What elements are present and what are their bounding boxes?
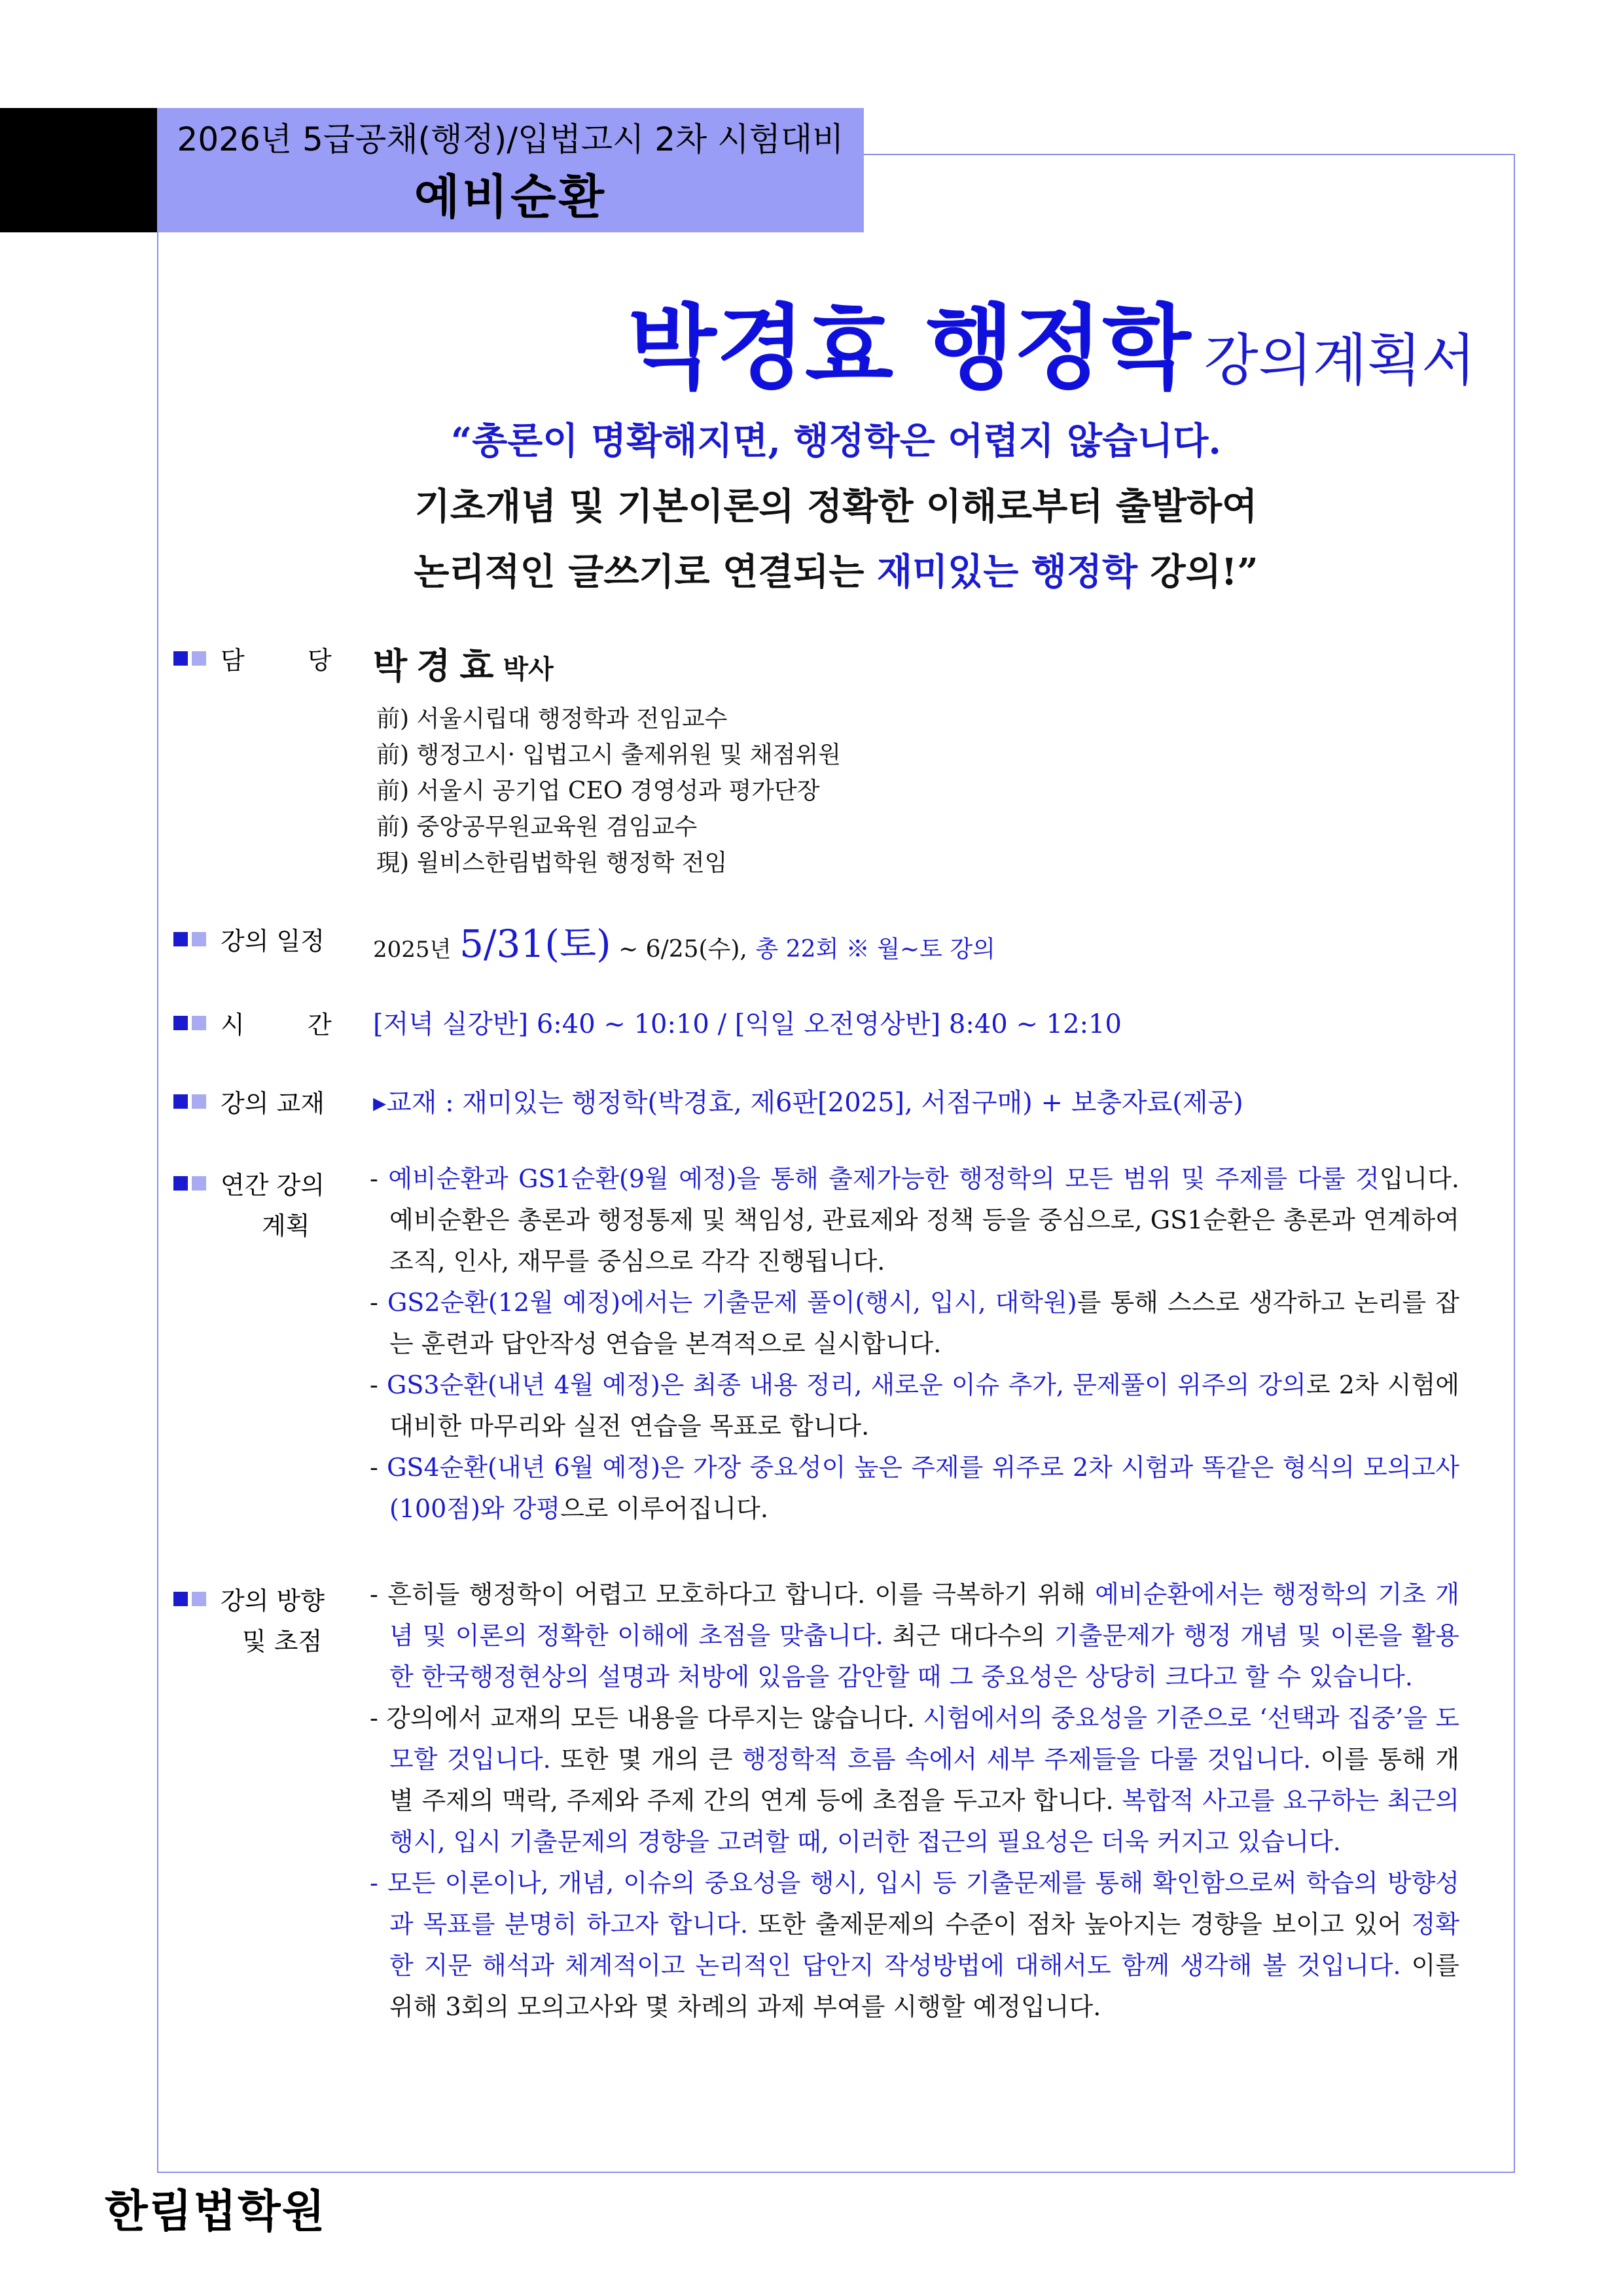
section-direction-label: [173, 1581, 325, 1617]
annual-item: - GS3순환(내년 4월 예정)은 최종 내용 정리, 새로운 이슈 추가, 문제풀이 위주의 강의로 2차 시험에 대비한 마무리와 실전 연습을 목표로 합니다.: [370, 1371, 1459, 1441]
direction-2b: 시험에서의 중요성을 기준으로 ‘선택과 집중’을 도모할 것입니다.: [389, 1704, 1460, 1774]
direction-3d: 이를 위해 3회의 모의고사와 몇 차례의 과제 부여를 시행할 예정입니다.: [389, 1951, 1459, 2021]
direction-1c: 최근 대다수의: [883, 1621, 1055, 1650]
header-exam-title: 2026년 5급공채(행정)/입법고시 2차 시험대비: [177, 120, 844, 158]
direction-2e: 이를 통해 개별 주제의 맥락, 주제와 주제 간의 연계 등에 초점을 두고자 합니다.: [389, 1745, 1459, 1815]
header-black-block: [0, 108, 157, 232]
schedule-year: 2025년: [373, 937, 452, 963]
teacher-label-b: 당: [308, 646, 332, 675]
direction-2a: 강의에서 교재의 모든 내용을 다루지는 않습니다.: [386, 1704, 923, 1732]
quote-line-3c: 강의!”: [1137, 550, 1258, 594]
schedule-label: 강의 일정: [221, 927, 325, 956]
career-item: 前) 중앙공무원교육원 겸임교수: [376, 814, 698, 840]
section-textbook-label: [173, 1083, 325, 1119]
bullet-square-icon: [173, 1016, 188, 1030]
schedule-start: 5/31(토): [459, 922, 611, 966]
career-item: 現) 윌비스한림법학원 행정학 전임: [376, 850, 728, 876]
annual-item-2-highlight: GS2순환(12월 예정)에서는 기출문제 풀이(행시, 입시, 대학원): [387, 1288, 1077, 1317]
annual-item: - GS2순환(12월 예정)에서는 기출문제 풀이(행시, 입시, 대학원)를 통해 스스로 생각하고 논리를 잡는 훈련과 답안작성 연습을 본격적으로 실시합니다.: [370, 1288, 1459, 1358]
time-label-a: 시: [221, 1011, 245, 1039]
section-annual-label: [173, 1165, 325, 1201]
quote-line-3b: 재미있는 행정학: [876, 550, 1138, 594]
career-item: 前) 서울시 공기업 CEO 경영성과 평가단장: [376, 778, 820, 804]
direction-item: - 흔히들 행정학이 어렵고 모호하다고 합니다. 이를 극복하기 위해 예비순환에서는 행정학의 기초 개념 및 이론의 정확한 이해에 초점을 맞춥니다. 최근 대다수의 기출문제가 행정 개념 및 이론을 활용한 한국행정현상의 설명과 처방에 있음을 감안할 때 그 중요성은 상당히 크다고 할 수 있습니다.: [370, 1580, 1460, 1691]
direction-2c: 또한 몇 개의 큰: [550, 1745, 742, 1774]
direction-2f: 복합적 사고를 요구하는 최근의 행시, 입시 기출문제의 경향을 고려할 때, 이러한 접근의 필요성은 더욱 커지고 있습니다.: [389, 1786, 1459, 1856]
annual-item-1-highlight: 예비순환과 GS1순환(9월 예정)을 통해 출제가능한 행정학의 모든 범위 및 주제를 다룰 것: [388, 1164, 1380, 1193]
header-course-type: 예비순환: [414, 170, 607, 224]
textbook-value: ▸교재 : 재미있는 행정학(박경효, 제6판[2025], 서점구매) + 보충자료(제공): [373, 1088, 1243, 1118]
direction-3c: 정확한 지문 해석과 체계적이고 논리적인 답안지 작성방법에 대해서도 함께 생각해 볼 것입니다.: [389, 1910, 1459, 1980]
schedule-value: [373, 913, 995, 968]
direction-1b: 예비순환에서는 행정학의 기초 개념 및 이론의 정확한 이해에 초점을 맞춥니다.: [389, 1580, 1460, 1650]
direction-text: [370, 1574, 1459, 2028]
direction-label-1: 강의 방향: [221, 1587, 325, 1615]
direction-item: - 모든 이론이나, 개념, 이슈의 중요성을 행시, 입시 등 기출문제를 통해 확인함으로써 학습의 방향성과 목표를 분명히 하고자 합니다. 또한 출제문제의 수준이 점차 높아지는 경향을 보이고 있어 정확한 지문 해석과 체계적이고 논리적인 답안지 작성방법에 대해서도 함께 생각해 볼 것입니다. 이를 위해 3회의 모의고사와 몇 차례의 과제 부여를 시행할 예정입니다.: [370, 1869, 1460, 2021]
annual-item-4-text: 으로 이루어집니다.: [560, 1494, 768, 1523]
time-value: [저녁 실강반] 6:40 ~ 10:10 / [익일 오전영상반] 8:40 ~ 12:10: [373, 1009, 1122, 1039]
direction-1a: 흔히들 행정학이 어렵고 모호하다고 합니다. 이를 극복하기 위해: [387, 1580, 1096, 1609]
bullet-square-light-icon: [192, 932, 206, 946]
schedule-total: 총 22회 ※ 월~토 강의: [755, 936, 995, 963]
section-time-label: [173, 1005, 245, 1041]
bullet-square-light-icon: [192, 1094, 206, 1109]
quote-line-3: [157, 543, 1515, 596]
teacher-label-a: 담: [221, 646, 245, 675]
direction-label-2: 및 초점: [242, 1627, 323, 1656]
bullet-square-light-icon: [192, 651, 206, 666]
bullet-square-icon: [173, 651, 188, 666]
annual-label-1: 연간 강의: [221, 1171, 325, 1200]
annual-item: - GS4순환(내년 6월 예정)은 가장 중요성이 높은 주제를 위주로 2차 시험과 똑같은 형식의 모의고사(100점)와 강평으로 이루어집니다.: [370, 1453, 1459, 1523]
bullet-square-icon: [173, 1176, 188, 1191]
direction-1d: 기출문제가 행정 개념 및 이론을 활용한 한국행정현상의 설명과 처방에 있음을 감안할 때 그 중요성은 상당히 크다고 할 수 있습니다.: [389, 1621, 1459, 1691]
annual-label-2: 계획: [262, 1211, 310, 1240]
direction-item: - 강의에서 교재의 모든 내용을 다루지는 않습니다. 시험에서의 중요성을 기준으로 ‘선택과 집중’을 도모할 것입니다. 또한 몇 개의 큰 행정학적 흐름 속에서 세부 주제들을 다룰 것입니다. 이를 통해 개별 주제의 맥락, 주제와 주제 간의 연계 등에 초점을 두고자 합니다. 복합적 사고를 요구하는 최근의 행시, 입시 기출문제의 경향을 고려할 때, 이러한 접근의 필요성은 더욱 커지고 있습니다.: [370, 1704, 1460, 1856]
time-label-b: 간: [308, 1011, 332, 1039]
teacher-title: 박사: [503, 654, 554, 685]
direction-3b: 또한 출제문제의 수준이 점차 높아지는 경향을 보이고 있어: [748, 1910, 1412, 1939]
textbook-label: 강의 교재: [221, 1089, 325, 1118]
page-title: [628, 275, 1476, 406]
annual-item-3-highlight: GS3순환(내년 4월 예정)은 최종 내용 정리, 새로운 이슈 추가, 문제풀이 위주의 강의: [387, 1371, 1306, 1399]
bullet-square-light-icon: [192, 1592, 206, 1606]
annual-item-1-text: 입니다. 예비순환은 총론과 행정통제 및 책임성, 관료제와 정책 등을 중심으로, GS1순환은 총론과 연계하여 조직, 인사, 재무를 중심으로 각각 진행됩니다.: [389, 1164, 1459, 1276]
bullet-square-icon: [173, 1094, 188, 1109]
annual-item: - 예비순환과 GS1순환(9월 예정)을 통해 출제가능한 행정학의 모든 범위 및 주제를 다룰 것입니다. 예비순환은 총론과 행정통제 및 책임성, 관료제와 정책 등을 중심으로, GS1순환은 총론과 연계하여 조직, 인사, 재무를 중심으로 각각 진행됩니다.: [370, 1164, 1459, 1276]
career-item: 前) 서울시립대 행정학과 전임교수: [376, 706, 728, 732]
section-teacher-label: [173, 640, 245, 676]
bullet-square-light-icon: [192, 1016, 206, 1030]
bullet-square-icon: [173, 1592, 188, 1606]
annual-item-2-text: 를 통해 스스로 생각하고 논리를 잡는 훈련과 답안작성 연습을 본격적으로 실시합니다.: [389, 1288, 1459, 1358]
academy-logo: 한림법학원: [105, 2186, 327, 2238]
annual-item-4-highlight: GS4순환(내년 6월 예정)은 가장 중요성이 높은 주제를 위주로 2차 시험과 똑같은 형식의 모의고사(100점)와 강평: [387, 1453, 1459, 1523]
section-schedule-label: [173, 921, 325, 957]
quote-line-2: 기초개념 및 기본이론의 정확한 이해로부터 출발하여: [414, 485, 1258, 528]
quote-line-3a: 논리적인 글쓰기로 연결되는: [414, 550, 877, 594]
bullet-square-light-icon: [192, 1176, 206, 1191]
title-name: 박경효 행정학: [628, 295, 1191, 402]
bullet-square-icon: [173, 932, 188, 946]
direction-2d: 행정학적 흐름 속에서 세부 주제들을 다룰 것입니다.: [741, 1745, 1311, 1774]
title-subtitle: 강의계획서: [1204, 328, 1476, 393]
teacher-name-block: [373, 638, 554, 689]
career-item: 前) 행정고시· 입법고시 출제위원 및 채점위원: [376, 742, 841, 768]
annual-plan-text: [370, 1158, 1459, 1530]
direction-3a: 모든 이론이나, 개념, 이슈의 중요성을 행시, 입시 등 기출문제를 통해 확인함으로써 학습의 방향성과 목표를 분명히 하고자 합니다.: [387, 1869, 1460, 1939]
header-box: [157, 108, 864, 232]
teacher-name: 박경효: [373, 645, 503, 687]
schedule-rest: ~ 6/25(수),: [611, 936, 747, 963]
quote-line-1: “총론이 명확해지면, 행정학은 어렵지 않습니다.: [450, 420, 1221, 463]
annual-item-3-text: 로 2차 시험에 대비한 마무리와 실전 연습을 목표로 합니다.: [389, 1371, 1459, 1441]
